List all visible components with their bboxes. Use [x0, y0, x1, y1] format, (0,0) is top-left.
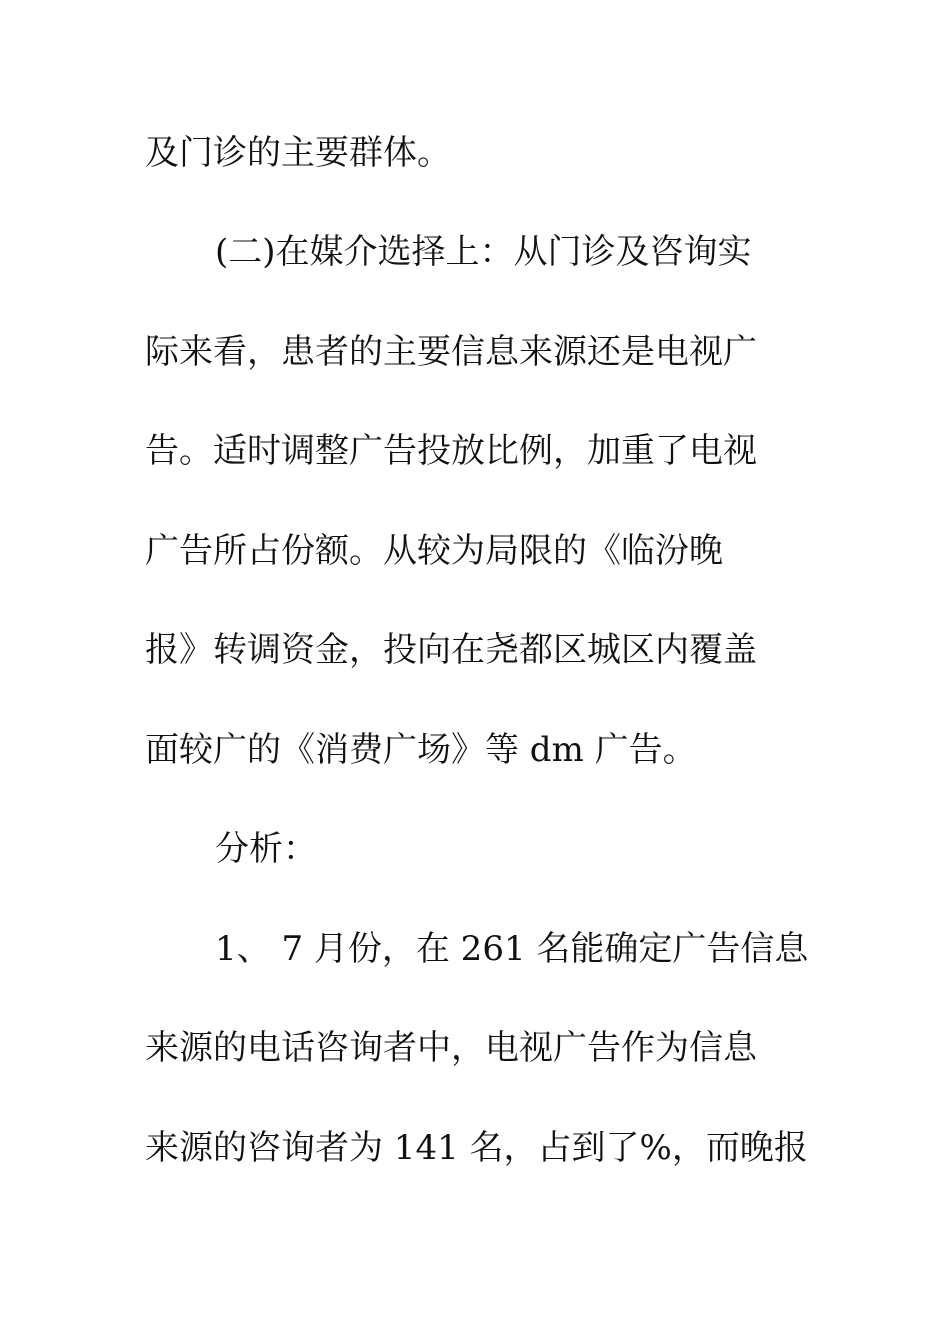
text-line-9-list-item: 1、 7 月份，在 261 名能确定广告信息 — [215, 929, 809, 969]
text-line-6: 报》转调资金，投向在尧都区城区内覆盖 — [145, 630, 757, 670]
analysis-heading: 分析： — [215, 829, 317, 869]
text-line-5: 广告所占份额。从较为局限的《临汾晚 — [145, 531, 723, 571]
text-line-4: 告。适时调整广告投放比例，加重了电视 — [145, 431, 757, 471]
text-line-1: 及门诊的主要群体。 — [145, 133, 451, 173]
text-line-2-section-heading: (二)在媒介选择上：从门诊及咨询实 — [215, 232, 752, 272]
text-line-3: 际来看，患者的主要信息来源还是电视广 — [145, 332, 757, 372]
text-line-7: 面较广的《消费广场》等 dm 广告。 — [145, 730, 697, 770]
text-line-11: 来源的咨询者为 141 名，占到了%，而晚报 — [145, 1128, 808, 1168]
text-line-10: 来源的电话咨询者中，电视广告作为信息 — [145, 1028, 757, 1068]
